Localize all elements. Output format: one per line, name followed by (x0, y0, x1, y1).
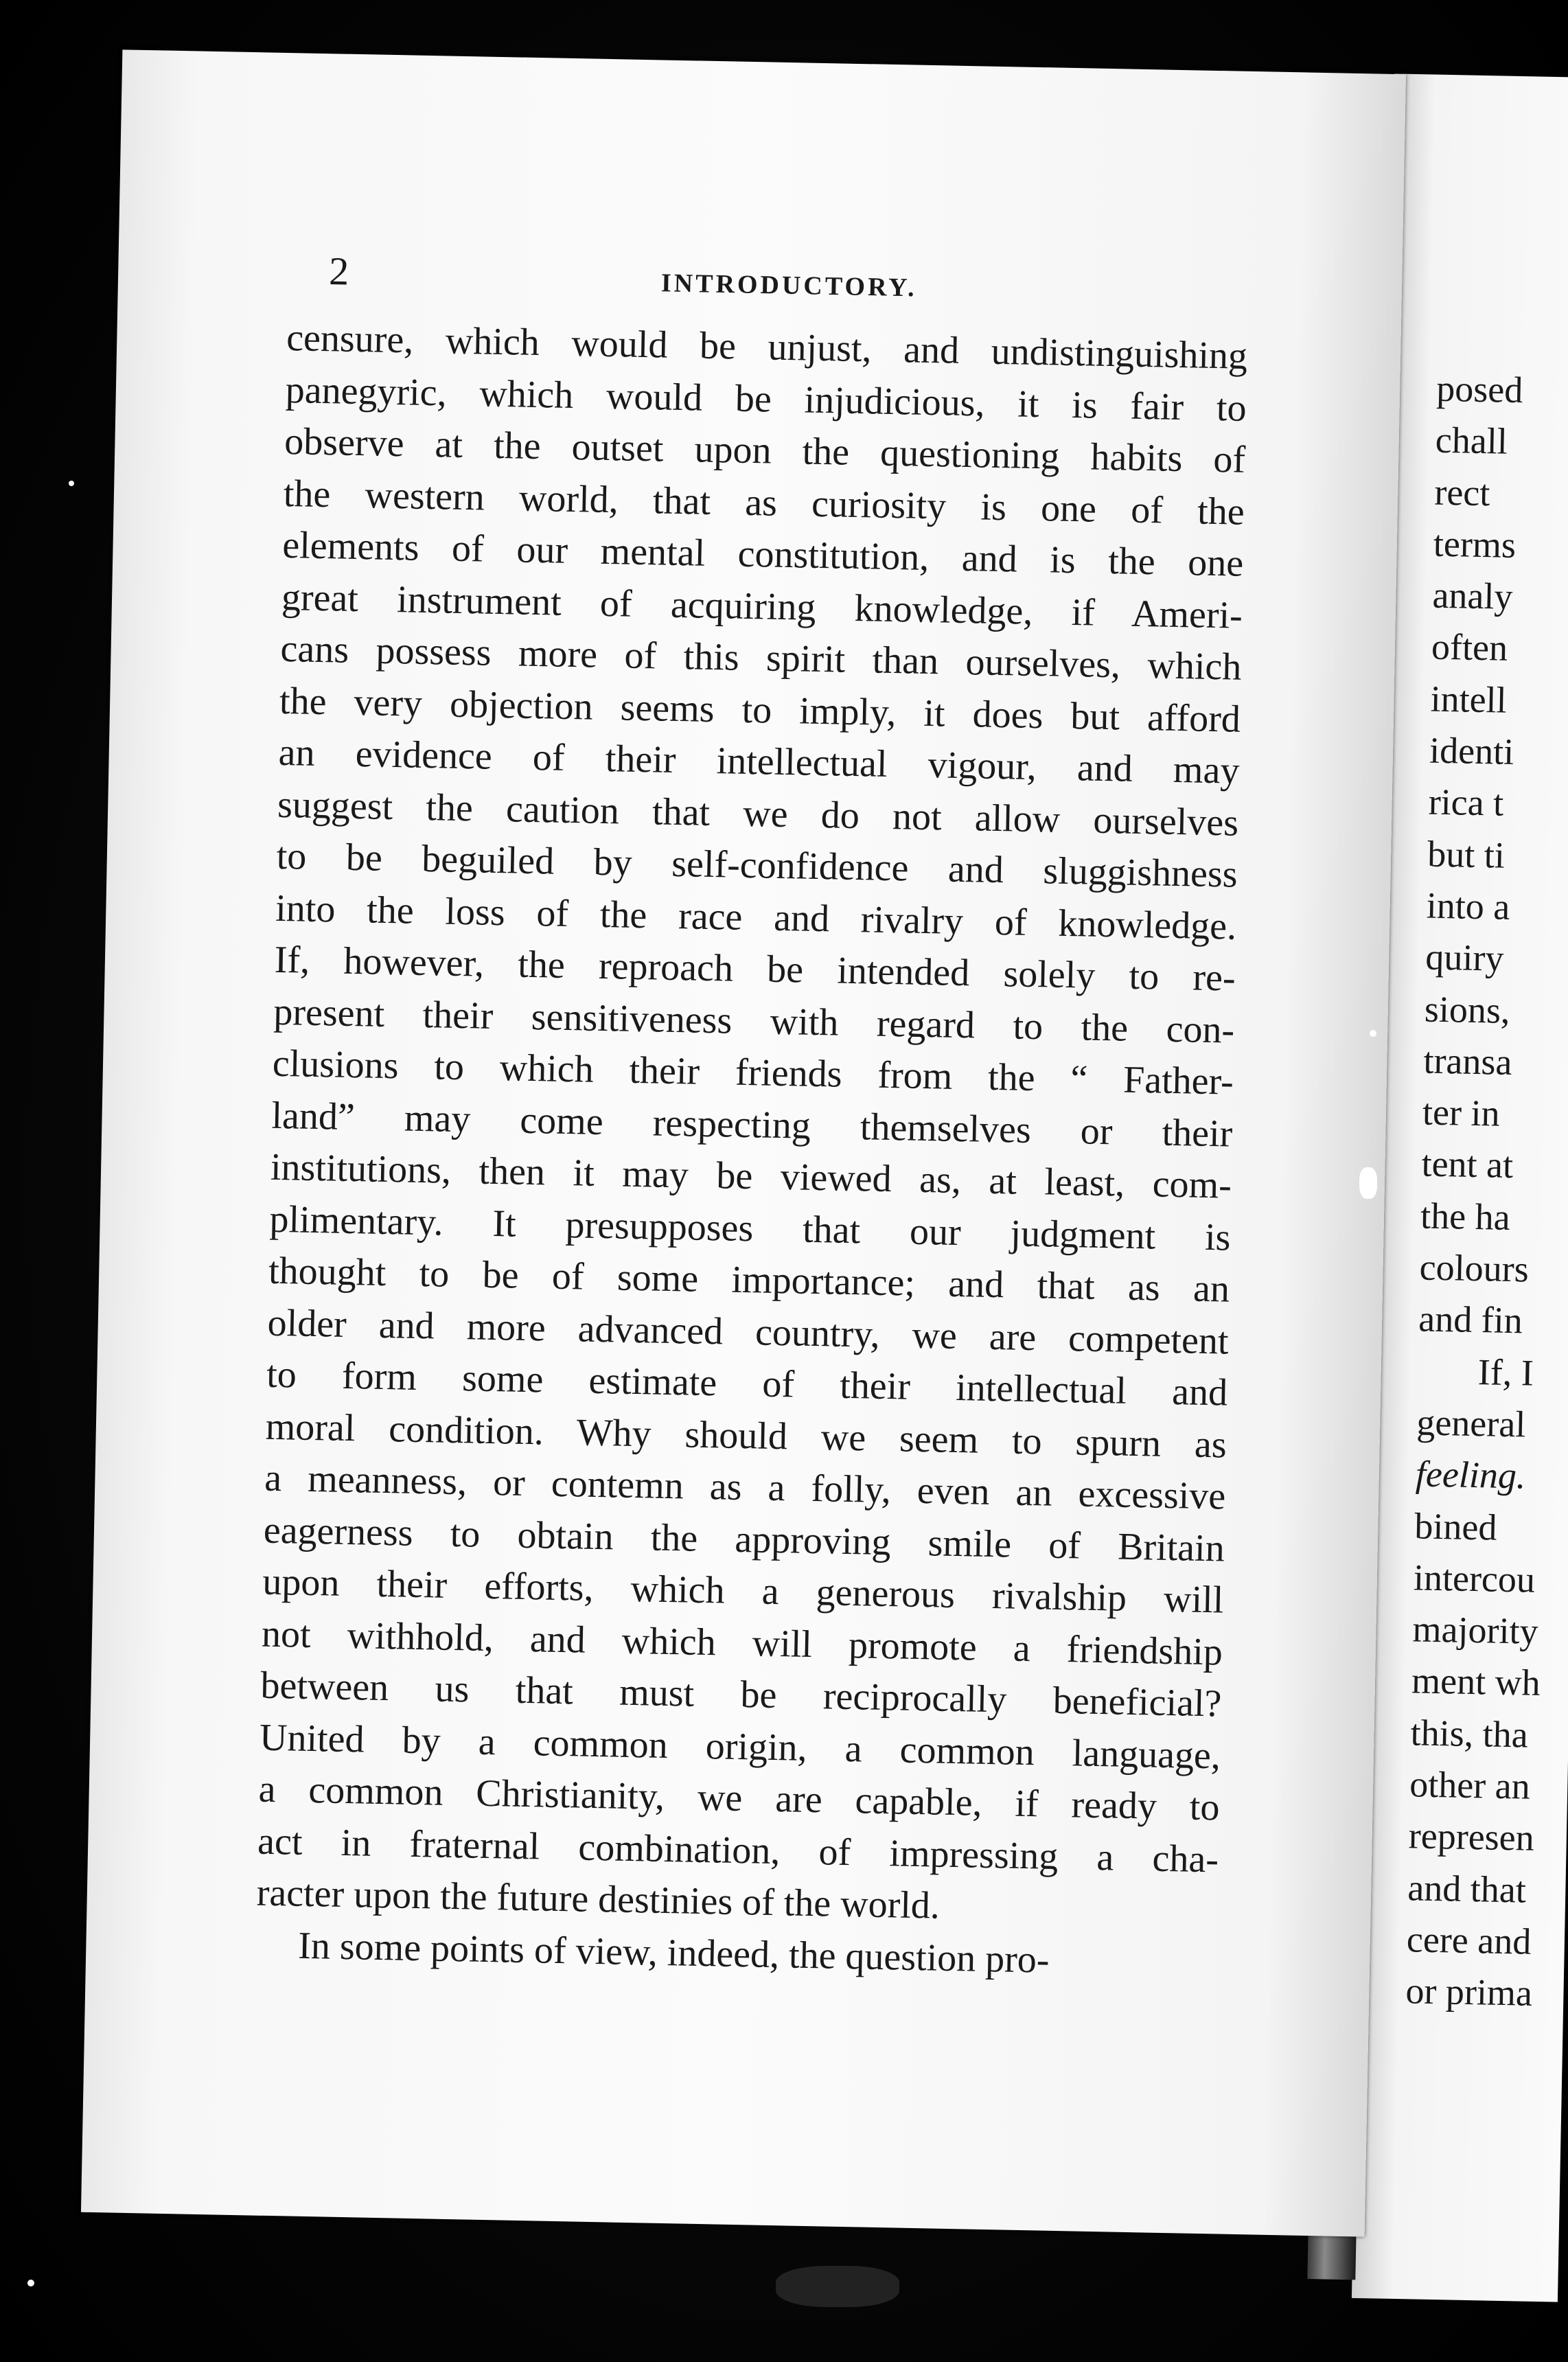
right-text-line: analy (1431, 574, 1514, 618)
text-line: the very objection seems to imply, it does but afford (279, 679, 1241, 741)
right-text-line: represen (1408, 1815, 1535, 1859)
text-line: panegyric, which would be injudicious, it is fair to (285, 368, 1247, 430)
right-text-line: ment wh (1411, 1660, 1541, 1704)
text-line: racter upon the future destinies of the world. (256, 1871, 941, 1927)
right-text-line: intercou (1413, 1557, 1536, 1601)
right-text-line: into a (1426, 884, 1510, 928)
text-line: United by a common origin, a common language, (259, 1716, 1221, 1777)
scan-speck (27, 2280, 34, 2286)
text-line: upon their efforts, which a generous rivalship will (262, 1560, 1224, 1622)
right-text-line: rect (1433, 471, 1490, 514)
text-line: between us that must be reciprocally beneficial? (260, 1664, 1222, 1725)
text-line: censure, which would be unjust, and undistinguishing (286, 316, 1248, 378)
text-line: suggest the caution that we do not allow ourselves (277, 783, 1239, 845)
right-text-line: majority (1412, 1608, 1539, 1652)
right-text-line: transa (1422, 1040, 1513, 1083)
text-line: In some points of view, indeed, the question pro- (297, 1924, 1050, 1982)
right-text-line: colours (1419, 1246, 1530, 1290)
right-text-line: identi (1429, 729, 1514, 773)
right-text-line: this, tha (1410, 1712, 1529, 1756)
text-line: older and more advanced country, we are competent (267, 1301, 1230, 1363)
text-line: observe at the outset upon the questioning habits of (284, 420, 1246, 481)
right-text-line: tent at (1421, 1143, 1514, 1186)
right-text-line: bined (1414, 1504, 1498, 1548)
right-text-line: or prima (1405, 1970, 1533, 2014)
scan-mark (776, 2266, 899, 2307)
text-line: act in fraternal combination, of impressing a cha- (257, 1820, 1219, 1881)
scan-speck (1370, 1030, 1376, 1037)
text-line: to form some estimate of their intellectual and (266, 1353, 1228, 1414)
text-line: the western world, that as curiosity is one of the (283, 472, 1245, 534)
text-line: If, however, the reproach be intended solely to re- (274, 938, 1236, 1000)
text-line: institutions, then it may be viewed as, at least, com- (270, 1145, 1232, 1207)
right-text-line: posed (1436, 367, 1523, 411)
right-text-line: quiry (1425, 936, 1504, 979)
right-text-line: sions, (1424, 988, 1511, 1031)
text-line: eagerness to obtain the approving smile of Britain (263, 1509, 1225, 1570)
page-number: 2 (328, 248, 349, 294)
right-text-line: and that (1407, 1866, 1527, 1911)
text-line: land” may come respecting themselves or their (270, 1094, 1233, 1156)
text-line: an evidence of their intellectual vigour, and may (278, 731, 1241, 792)
scan-speck (69, 481, 74, 486)
text-line: plimentary. It presupposes that our judgment is (269, 1197, 1231, 1259)
right-text-line: often (1431, 626, 1508, 669)
right-text-line: general (1416, 1401, 1526, 1445)
right-text-line: ter in (1422, 1091, 1501, 1134)
right-text-line: cere and (1406, 1918, 1532, 1962)
right-text-line: feeling. (1415, 1453, 1526, 1497)
right-text-line: chall (1435, 419, 1508, 462)
right-text-line: other an (1409, 1763, 1531, 1807)
text-line: to be beguiled by self-confidence and sluggishness (276, 834, 1238, 896)
text-line: into the loss of the race and rivalry of knowledge. (275, 886, 1237, 948)
text-line: present their sensitiveness with regard to the con- (273, 990, 1235, 1052)
left-page-text (255, 312, 1296, 1991)
right-page-text (1405, 363, 1568, 2023)
text-line: a meanness, or contemn as a folly, even an excessive (264, 1456, 1226, 1518)
right-text-line: If, I (1477, 1351, 1534, 1394)
text-line: great instrument of acquiring knowledge, if Ameri- (281, 575, 1243, 637)
right-text-line: terms (1433, 523, 1517, 566)
text-line: not withhold, and which will promote a friendship (261, 1612, 1223, 1674)
text-line: clusions to which their friends from the “ Father- (272, 1042, 1234, 1103)
right-text-line: but ti (1427, 833, 1506, 876)
text-line: elements of our mental constitution, and is the one (281, 523, 1244, 585)
text-line: thought to be of some importance; and that as an (268, 1249, 1230, 1311)
text-line: cans possess more of this spirit than ourselves, which (279, 627, 1242, 689)
running-head: INTRODUCTORY. (660, 268, 918, 303)
right-text-line: intell (1430, 678, 1508, 721)
right-text-line: the ha (1420, 1195, 1511, 1238)
right-text-line: rica t (1428, 781, 1504, 825)
scan-speck (1359, 1167, 1377, 1199)
right-text-line: and fin (1418, 1298, 1523, 1342)
text-line: a common Christianity, we are capable, if ready to (258, 1767, 1221, 1829)
text-line: moral condition. Why should we seem to spurn as (265, 1405, 1227, 1467)
